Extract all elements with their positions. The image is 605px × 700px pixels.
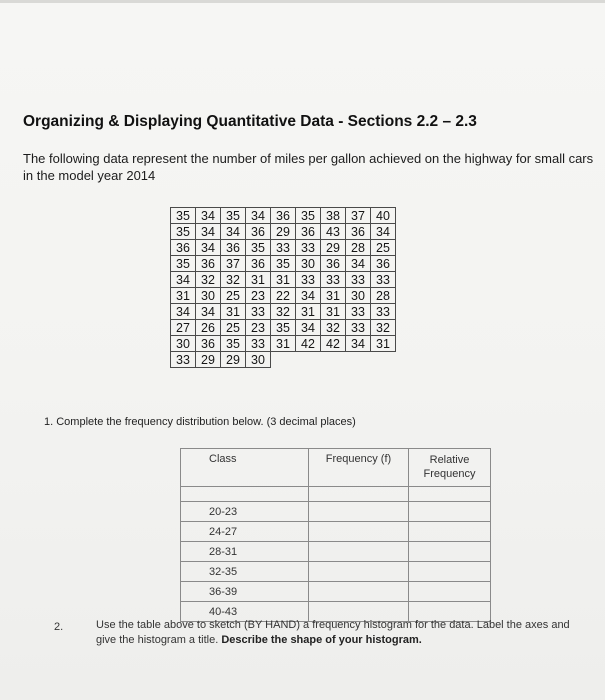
data-row bbox=[171, 208, 396, 224]
relative-frequency-cell[interactable] bbox=[409, 522, 491, 542]
data-cell: 31 bbox=[221, 304, 246, 320]
data-cell: 40 bbox=[371, 208, 396, 224]
data-cell: 36 bbox=[221, 240, 246, 256]
data-row bbox=[171, 352, 396, 368]
data-cell: 22 bbox=[271, 288, 296, 304]
data-cell: 36 bbox=[296, 224, 321, 240]
data-cell bbox=[371, 352, 396, 368]
frequency-cell[interactable] bbox=[309, 582, 409, 602]
top-divider bbox=[0, 0, 605, 3]
data-cell: 33 bbox=[371, 304, 396, 320]
data-cell: 31 bbox=[271, 336, 296, 352]
data-row bbox=[171, 288, 396, 304]
data-row bbox=[171, 320, 396, 336]
frequency-header: Frequency (f) bbox=[309, 449, 409, 487]
data-cell: 32 bbox=[221, 272, 246, 288]
data-cell: 30 bbox=[296, 256, 321, 272]
class-interval: 32-35 bbox=[181, 562, 309, 582]
data-cell: 30 bbox=[171, 336, 196, 352]
data-cell: 33 bbox=[371, 272, 396, 288]
data-cell: 34 bbox=[246, 208, 271, 224]
question-2-number: 2. bbox=[54, 621, 64, 633]
data-cell: 34 bbox=[296, 320, 321, 336]
data-cell: 25 bbox=[221, 288, 246, 304]
data-cell: 33 bbox=[321, 272, 346, 288]
frequency-cell[interactable] bbox=[309, 542, 409, 562]
data-cell: 34 bbox=[171, 272, 196, 288]
data-cell: 33 bbox=[346, 272, 371, 288]
data-row bbox=[171, 256, 396, 272]
data-cell: 31 bbox=[271, 272, 296, 288]
data-cell: 36 bbox=[196, 336, 221, 352]
data-cell: 36 bbox=[246, 224, 271, 240]
data-cell: 42 bbox=[296, 336, 321, 352]
relative-frequency-cell[interactable] bbox=[409, 502, 491, 522]
data-cell: 36 bbox=[171, 240, 196, 256]
data-cell: 36 bbox=[271, 208, 296, 224]
data-cell: 34 bbox=[196, 240, 221, 256]
data-cell: 25 bbox=[221, 320, 246, 336]
data-cell: 33 bbox=[346, 304, 371, 320]
data-cell: 29 bbox=[271, 224, 296, 240]
class-interval: 36-39 bbox=[181, 582, 309, 602]
data-cell bbox=[296, 352, 321, 368]
freq-row bbox=[181, 522, 491, 542]
question-1: 1. Complete the frequency distribution below. (3 decimal places) bbox=[44, 416, 356, 428]
data-cell: 34 bbox=[346, 336, 371, 352]
data-cell: 35 bbox=[171, 224, 196, 240]
class-interval: 28-31 bbox=[181, 542, 309, 562]
data-row bbox=[171, 272, 396, 288]
data-cell: 34 bbox=[296, 288, 321, 304]
freq-row bbox=[181, 582, 491, 602]
relative-frequency-cell[interactable] bbox=[409, 582, 491, 602]
data-cell: 28 bbox=[371, 288, 396, 304]
data-cell: 32 bbox=[196, 272, 221, 288]
data-cell: 35 bbox=[271, 320, 296, 336]
question-2-bold: Describe the shape of your histogram. bbox=[221, 634, 422, 646]
data-cell: 36 bbox=[371, 256, 396, 272]
data-cell: 36 bbox=[196, 256, 221, 272]
data-cell: 34 bbox=[171, 304, 196, 320]
data-cell: 23 bbox=[246, 320, 271, 336]
data-cell: 38 bbox=[321, 208, 346, 224]
data-cell: 35 bbox=[221, 208, 246, 224]
data-cell: 34 bbox=[196, 208, 221, 224]
freq-row bbox=[181, 542, 491, 562]
class-interval: 40-43 bbox=[181, 602, 309, 622]
data-cell: 33 bbox=[296, 240, 321, 256]
relative-frequency-cell[interactable] bbox=[409, 562, 491, 582]
data-cell: 30 bbox=[196, 288, 221, 304]
data-cell: 29 bbox=[221, 352, 246, 368]
freq-row bbox=[181, 502, 491, 522]
data-cell: 31 bbox=[321, 288, 346, 304]
data-cell: 30 bbox=[246, 352, 271, 368]
data-cell: 33 bbox=[246, 304, 271, 320]
data-cell: 31 bbox=[371, 336, 396, 352]
data-cell: 36 bbox=[346, 224, 371, 240]
data-cell bbox=[346, 352, 371, 368]
data-cell: 33 bbox=[271, 240, 296, 256]
data-cell: 32 bbox=[321, 320, 346, 336]
data-cell: 42 bbox=[321, 336, 346, 352]
frequency-distribution-table bbox=[180, 448, 491, 622]
data-cell: 28 bbox=[346, 240, 371, 256]
data-cell: 37 bbox=[221, 256, 246, 272]
frequency-cell[interactable] bbox=[309, 562, 409, 582]
data-cell bbox=[321, 352, 346, 368]
data-cell: 34 bbox=[371, 224, 396, 240]
data-cell: 32 bbox=[271, 304, 296, 320]
data-cell: 35 bbox=[246, 240, 271, 256]
data-cell: 31 bbox=[171, 288, 196, 304]
data-cell: 34 bbox=[221, 224, 246, 240]
question-2-text: Use the table above to sketch (BY HAND) a frequency histogram for the data. Label the axes and give the histogram a title. bbox=[96, 619, 570, 646]
data-cell: 34 bbox=[196, 224, 221, 240]
freq-spacer-row bbox=[181, 487, 491, 502]
data-cell: 35 bbox=[171, 256, 196, 272]
data-cell: 31 bbox=[321, 304, 346, 320]
data-cell: 26 bbox=[196, 320, 221, 336]
data-cell: 30 bbox=[346, 288, 371, 304]
relative-frequency-cell[interactable] bbox=[409, 542, 491, 562]
data-cell: 25 bbox=[371, 240, 396, 256]
freq-header-row bbox=[181, 449, 491, 487]
data-cell: 36 bbox=[246, 256, 271, 272]
data-cell: 31 bbox=[246, 272, 271, 288]
data-cell bbox=[271, 352, 296, 368]
data-cell: 34 bbox=[346, 256, 371, 272]
data-cell: 35 bbox=[296, 208, 321, 224]
mpg-data-table bbox=[170, 207, 396, 368]
data-cell: 33 bbox=[296, 272, 321, 288]
class-interval: 24-27 bbox=[181, 522, 309, 542]
data-row bbox=[171, 336, 396, 352]
data-cell: 35 bbox=[271, 256, 296, 272]
data-cell: 32 bbox=[371, 320, 396, 336]
data-row bbox=[171, 224, 396, 240]
relative-frequency-header: Relative Frequency bbox=[409, 449, 491, 487]
data-cell: 31 bbox=[296, 304, 321, 320]
data-cell: 29 bbox=[196, 352, 221, 368]
class-header: Class bbox=[181, 449, 309, 487]
data-row bbox=[171, 304, 396, 320]
data-cell: 23 bbox=[246, 288, 271, 304]
data-cell: 27 bbox=[171, 320, 196, 336]
data-cell: 33 bbox=[171, 352, 196, 368]
data-row bbox=[171, 240, 396, 256]
data-cell: 43 bbox=[321, 224, 346, 240]
data-cell: 33 bbox=[346, 320, 371, 336]
data-cell: 35 bbox=[171, 208, 196, 224]
data-cell: 37 bbox=[346, 208, 371, 224]
data-cell: 33 bbox=[246, 336, 271, 352]
frequency-cell[interactable] bbox=[309, 502, 409, 522]
intro-text: The following data represent the number of miles per gallon achieved on the highway for small cars in the model year 2014 bbox=[23, 151, 594, 183]
data-cell: 29 bbox=[321, 240, 346, 256]
freq-row bbox=[181, 562, 491, 582]
page-title: Organizing & Displaying Quantitative Data - Sections 2.2 – 2.3 bbox=[23, 113, 477, 130]
question-2 bbox=[96, 618, 591, 648]
data-cell: 36 bbox=[321, 256, 346, 272]
class-interval: 20-23 bbox=[181, 502, 309, 522]
data-cell: 34 bbox=[196, 304, 221, 320]
data-cell: 35 bbox=[221, 336, 246, 352]
frequency-cell[interactable] bbox=[309, 522, 409, 542]
